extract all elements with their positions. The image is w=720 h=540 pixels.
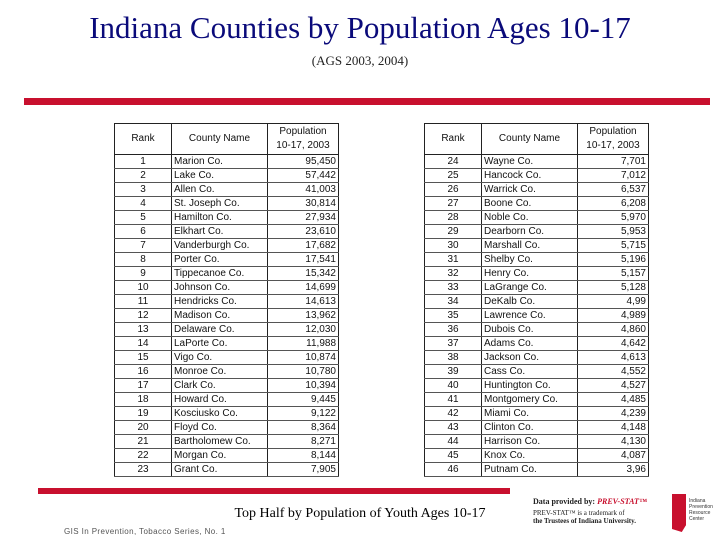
population-cell: 17,682 (268, 239, 339, 253)
population-cell: 57,442 (268, 169, 339, 183)
table-row (115, 267, 339, 281)
population-cell: 5,715 (578, 239, 649, 253)
table-row (425, 351, 649, 365)
county-name-cell: Tippecanoe Co. (172, 267, 268, 281)
header-population-line2: 10-17, 2003 (276, 140, 330, 151)
rank-cell: 5 (115, 211, 172, 225)
rank-cell: 46 (425, 463, 482, 477)
table-row (425, 435, 649, 449)
population-cell: 4,613 (578, 351, 649, 365)
header-rank: Rank (425, 124, 482, 155)
slide-title: Indiana Counties by Population Ages 10-17 (89, 10, 631, 45)
table-row (115, 365, 339, 379)
county-name-cell: LaGrange Co. (482, 281, 578, 295)
table-row (425, 183, 649, 197)
rank-cell: 19 (115, 407, 172, 421)
population-cell: 8,144 (268, 449, 339, 463)
table-row (425, 225, 649, 239)
credit-prefix: Data provided by: (533, 497, 596, 506)
county-name-cell: Hamilton Co. (172, 211, 268, 225)
population-cell: 5,128 (578, 281, 649, 295)
table-row (425, 253, 649, 267)
rank-cell: 29 (425, 225, 482, 239)
rank-cell: 1 (115, 155, 172, 169)
table-row (425, 421, 649, 435)
table-row (425, 155, 649, 169)
county-name-cell: LaPorte Co. (172, 337, 268, 351)
header-county-name: County Name (172, 124, 268, 155)
table-row (425, 449, 649, 463)
county-name-cell: Miami Co. (482, 407, 578, 421)
table-header-row (115, 124, 339, 155)
table-row (425, 379, 649, 393)
county-name-cell: Morgan Co. (172, 449, 268, 463)
table-row (425, 169, 649, 183)
table-body-right (425, 155, 649, 477)
county-name-cell: Kosciusko Co. (172, 407, 268, 421)
header-rank: Rank (115, 124, 172, 155)
county-name-cell: St. Joseph Co. (172, 197, 268, 211)
logo-text (689, 498, 713, 522)
rank-cell: 23 (115, 463, 172, 477)
table-row (115, 211, 339, 225)
county-name-cell: Madison Co. (172, 309, 268, 323)
table-row (115, 421, 339, 435)
county-name-cell: Howard Co. (172, 393, 268, 407)
population-cell: 27,934 (268, 211, 339, 225)
table-row (425, 337, 649, 351)
rank-cell: 33 (425, 281, 482, 295)
population-cell: 6,208 (578, 197, 649, 211)
rank-cell: 4 (115, 197, 172, 211)
rank-cell: 44 (425, 435, 482, 449)
population-cell: 12,030 (268, 323, 339, 337)
rank-cell: 43 (425, 421, 482, 435)
data-credit (533, 497, 673, 525)
population-cell: 30,814 (268, 197, 339, 211)
header-population-line1: Population (589, 126, 637, 137)
county-name-cell: Delaware Co. (172, 323, 268, 337)
table-row (425, 393, 649, 407)
county-name-cell: Hancock Co. (482, 169, 578, 183)
population-cell: 4,527 (578, 379, 649, 393)
table-row (425, 211, 649, 225)
population-cell: 13,962 (268, 309, 339, 323)
county-name-cell: Bartholomew Co. (172, 435, 268, 449)
county-name-cell: Lake Co. (172, 169, 268, 183)
rank-cell: 40 (425, 379, 482, 393)
table-row (115, 239, 339, 253)
population-cell: 8,271 (268, 435, 339, 449)
rank-cell: 7 (115, 239, 172, 253)
bottom-divider (38, 488, 510, 494)
table-row (115, 225, 339, 239)
county-name-cell: Huntington Co. (482, 379, 578, 393)
table-row (115, 281, 339, 295)
county-name-cell: Vanderburgh Co. (172, 239, 268, 253)
population-cell: 23,610 (268, 225, 339, 239)
credit-line-2 (533, 509, 673, 525)
table-row (115, 323, 339, 337)
table-row (115, 351, 339, 365)
county-name-cell: DeKalb Co. (482, 295, 578, 309)
population-cell: 4,239 (578, 407, 649, 421)
trademark-notice: PREV-STAT™ is a trademark of (533, 509, 625, 517)
table-row (425, 295, 649, 309)
rank-cell: 26 (425, 183, 482, 197)
table-row (115, 253, 339, 267)
population-cell: 41,003 (268, 183, 339, 197)
population-cell: 10,874 (268, 351, 339, 365)
county-name-cell: Harrison Co. (482, 435, 578, 449)
population-cell: 5,157 (578, 267, 649, 281)
rank-cell: 45 (425, 449, 482, 463)
table-row (115, 295, 339, 309)
population-cell: 4,989 (578, 309, 649, 323)
county-name-cell: Marshall Co. (482, 239, 578, 253)
rank-cell: 31 (425, 253, 482, 267)
table-row (115, 435, 339, 449)
population-cell: 10,394 (268, 379, 339, 393)
county-name-cell: Johnson Co. (172, 281, 268, 295)
indiana-prevention-logo (672, 494, 714, 532)
table-row (425, 309, 649, 323)
county-name-cell: Grant Co. (172, 463, 268, 477)
rank-cell: 42 (425, 407, 482, 421)
population-cell: 10,780 (268, 365, 339, 379)
table-row (115, 407, 339, 421)
rank-cell: 8 (115, 253, 172, 267)
table-row (115, 463, 339, 477)
table-row (425, 463, 649, 477)
table-row (115, 309, 339, 323)
county-name-cell: Vigo Co. (172, 351, 268, 365)
population-cell: 4,860 (578, 323, 649, 337)
county-name-cell: Shelby Co. (482, 253, 578, 267)
population-cell: 8,364 (268, 421, 339, 435)
table-row (425, 407, 649, 421)
table-row (115, 183, 339, 197)
population-cell: 4,642 (578, 337, 649, 351)
county-name-cell: Clark Co. (172, 379, 268, 393)
slide-caption: Top Half by Population of Youth Ages 10-17 (234, 506, 486, 521)
indiana-map-icon (672, 494, 686, 532)
population-cell: 7,012 (578, 169, 649, 183)
county-name-cell: Knox Co. (482, 449, 578, 463)
population-cell: 14,699 (268, 281, 339, 295)
county-name-cell: Marion Co. (172, 155, 268, 169)
population-cell: 9,445 (268, 393, 339, 407)
population-cell: 7,701 (578, 155, 649, 169)
population-cell: 17,541 (268, 253, 339, 267)
population-cell: 4,552 (578, 365, 649, 379)
county-table-right (424, 123, 649, 477)
rank-cell: 34 (425, 295, 482, 309)
rank-cell: 37 (425, 337, 482, 351)
table-row (115, 393, 339, 407)
rank-cell: 16 (115, 365, 172, 379)
logo-line: Center (689, 516, 705, 522)
county-name-cell: Lawrence Co. (482, 309, 578, 323)
population-cell: 11,988 (268, 337, 339, 351)
population-cell: 4,485 (578, 393, 649, 407)
county-name-cell: Wayne Co. (482, 155, 578, 169)
rank-cell: 15 (115, 351, 172, 365)
header-county-name: County Name (482, 124, 578, 155)
table-row (425, 365, 649, 379)
population-cell: 4,087 (578, 449, 649, 463)
county-name-cell: Porter Co. (172, 253, 268, 267)
header-population (268, 124, 339, 155)
population-cell: 4,99 (578, 295, 649, 309)
table-row (115, 449, 339, 463)
rank-cell: 9 (115, 267, 172, 281)
rank-cell: 39 (425, 365, 482, 379)
population-cell: 5,196 (578, 253, 649, 267)
rank-cell: 27 (425, 197, 482, 211)
table-body-left (115, 155, 339, 477)
rank-cell: 22 (115, 449, 172, 463)
county-name-cell: Dearborn Co. (482, 225, 578, 239)
slide-subtitle: (AGS 2003, 2004) (311, 53, 409, 68)
rank-cell: 6 (115, 225, 172, 239)
rank-cell: 38 (425, 351, 482, 365)
logo-line: Indiana (689, 498, 706, 504)
rank-cell: 21 (115, 435, 172, 449)
population-cell: 5,970 (578, 211, 649, 225)
population-cell: 15,342 (268, 267, 339, 281)
series-footer: GIS In Prevention, Tobacco Series, No. 1 (64, 527, 226, 536)
trademark-owner: the Trustees of Indiana University. (533, 517, 636, 525)
county-name-cell: Hendricks Co. (172, 295, 268, 309)
county-name-cell: Adams Co. (482, 337, 578, 351)
population-cell: 9,122 (268, 407, 339, 421)
table-row (115, 379, 339, 393)
rank-cell: 35 (425, 309, 482, 323)
county-name-cell: Allen Co. (172, 183, 268, 197)
table-row (425, 239, 649, 253)
rank-cell: 14 (115, 337, 172, 351)
county-name-cell: Boone Co. (482, 197, 578, 211)
table-row (115, 197, 339, 211)
rank-cell: 18 (115, 393, 172, 407)
population-cell: 7,905 (268, 463, 339, 477)
county-name-cell: Clinton Co. (482, 421, 578, 435)
county-name-cell: Henry Co. (482, 267, 578, 281)
population-cell: 4,130 (578, 435, 649, 449)
rank-cell: 2 (115, 169, 172, 183)
rank-cell: 32 (425, 267, 482, 281)
rank-cell: 10 (115, 281, 172, 295)
credit-brand: PREV-STAT™ (597, 497, 647, 506)
rank-cell: 20 (115, 421, 172, 435)
header-population-line1: Population (279, 126, 327, 137)
rank-cell: 24 (425, 155, 482, 169)
header-population (578, 124, 649, 155)
logo-line: Resource (689, 510, 711, 516)
rank-cell: 17 (115, 379, 172, 393)
population-cell: 3,96 (578, 463, 649, 477)
top-divider (24, 98, 710, 105)
rank-cell: 41 (425, 393, 482, 407)
rank-cell: 11 (115, 295, 172, 309)
logo-line: Prevention (689, 504, 713, 510)
table-row (115, 337, 339, 351)
table-row (425, 267, 649, 281)
rank-cell: 13 (115, 323, 172, 337)
credit-line-1 (533, 497, 673, 506)
county-name-cell: Elkhart Co. (172, 225, 268, 239)
county-name-cell: Floyd Co. (172, 421, 268, 435)
county-name-cell: Warrick Co. (482, 183, 578, 197)
population-cell: 6,537 (578, 183, 649, 197)
population-cell: 14,613 (268, 295, 339, 309)
county-name-cell: Noble Co. (482, 211, 578, 225)
county-name-cell: Monroe Co. (172, 365, 268, 379)
county-name-cell: Putnam Co. (482, 463, 578, 477)
table-header-row (425, 124, 649, 155)
table-row (425, 197, 649, 211)
table-row (115, 155, 339, 169)
county-name-cell: Cass Co. (482, 365, 578, 379)
table-row (425, 323, 649, 337)
population-cell: 4,148 (578, 421, 649, 435)
table-row (115, 169, 339, 183)
header-population-line2: 10-17, 2003 (586, 140, 640, 151)
table-row (425, 281, 649, 295)
county-name-cell: Montgomery Co. (482, 393, 578, 407)
rank-cell: 3 (115, 183, 172, 197)
rank-cell: 30 (425, 239, 482, 253)
county-name-cell: Dubois Co. (482, 323, 578, 337)
county-table-left (114, 123, 339, 477)
population-cell: 95,450 (268, 155, 339, 169)
population-cell: 5,953 (578, 225, 649, 239)
rank-cell: 28 (425, 211, 482, 225)
rank-cell: 12 (115, 309, 172, 323)
rank-cell: 36 (425, 323, 482, 337)
rank-cell: 25 (425, 169, 482, 183)
county-name-cell: Jackson Co. (482, 351, 578, 365)
